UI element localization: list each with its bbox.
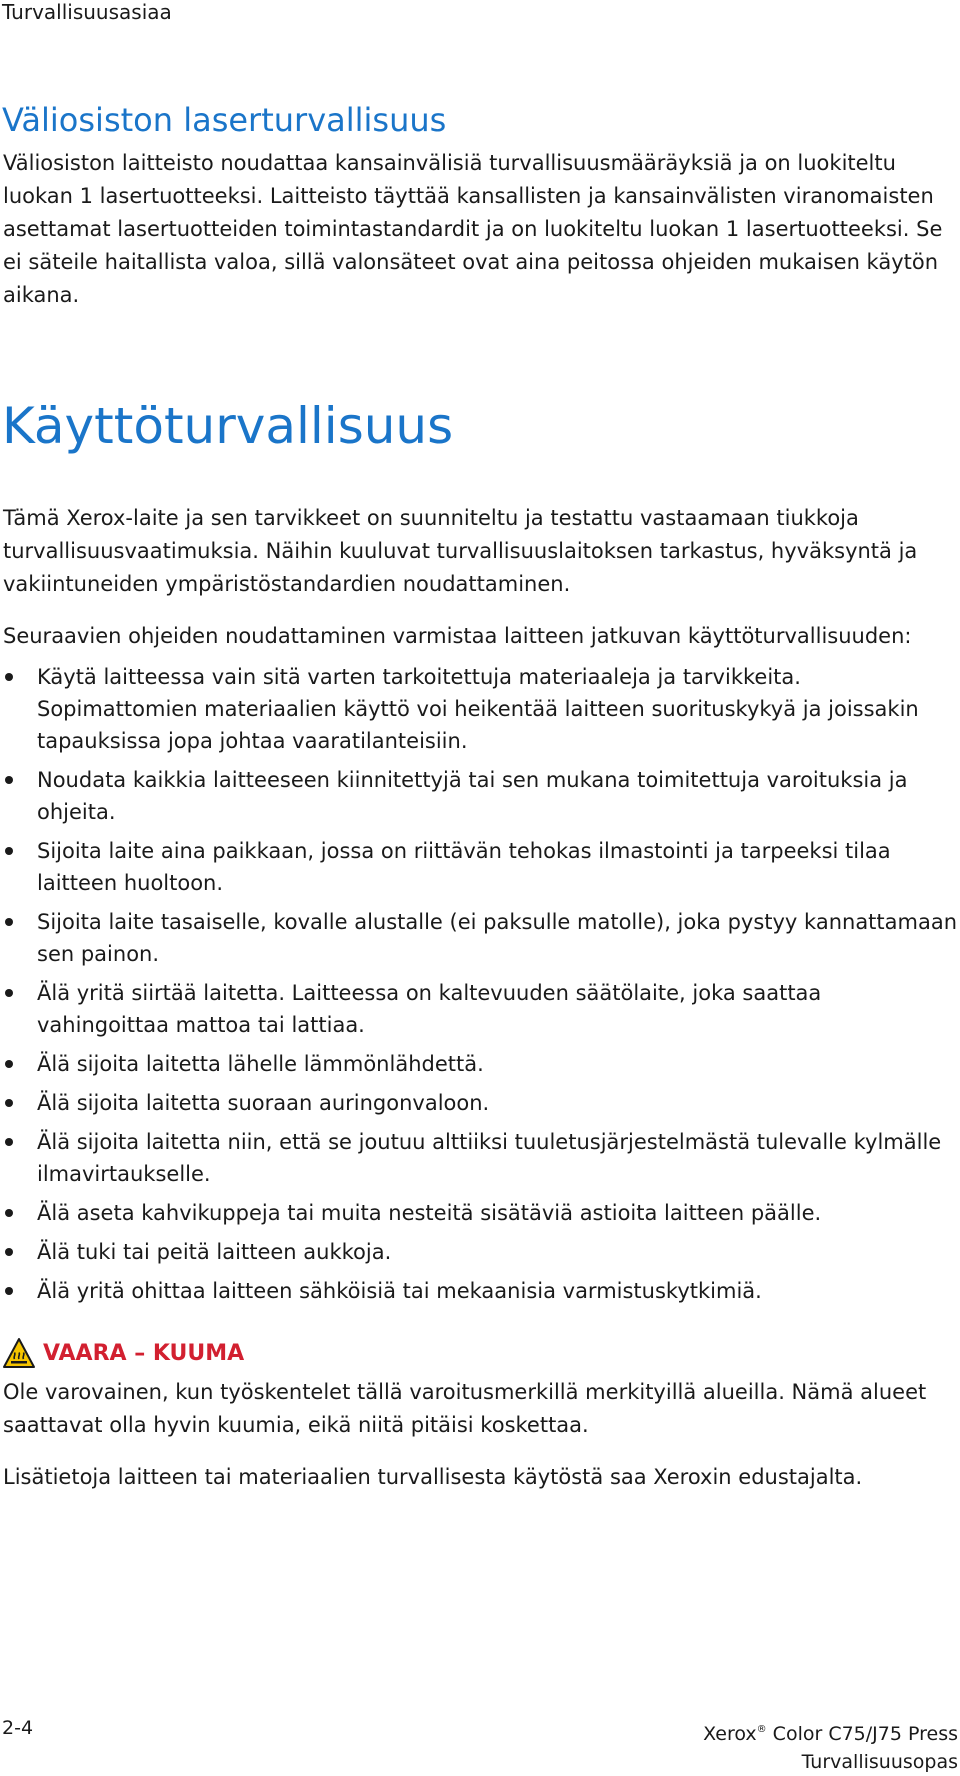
bullet-icon <box>5 1209 13 1217</box>
list-item: Älä sijoita laitetta niin, että se joutuu alttiiksi tuuletusjärjestelmästä tulevalle kylmälle ilmavirtaukselle. <box>3 1126 958 1190</box>
laser-safety-paragraph: Väliosiston laitteisto noudattaa kansainvälisiä turvallisuusmääräyksiä ja on luokiteltu luokan 1 lasertuotteeksi. Laitteisto täyttää kansallisten ja kansainvälisten viranomaisten asettamat lasertuotteiden toimintastandardit ja on luokiteltu luokan 1 lasertuotteeksi. Se ei säteile haitallista valoa, sillä valonsäteet ovat aina peitossa ohjeiden mukaisen käytön aikana. <box>3 151 943 307</box>
footer-product-line <box>703 1716 958 1748</box>
list-item: Sijoita laite tasaiselle, kovalle alustalle (ei paksulle matolle), joka pystyy kannattamaan sen painon. <box>3 906 958 970</box>
list-item: Älä yritä siirtää laitetta. Laitteessa on kaltevuuden säätölaite, joka saattaa vahingoittaa mattoa tai lattiaa. <box>3 977 958 1041</box>
operational-safety-heading: Käyttöturvallisuus <box>2 397 454 455</box>
list-item: Älä aseta kahvikuppeja tai muita nesteitä sisätäviä astioita laitteen päälle. <box>3 1197 958 1229</box>
list-item: Noudata kaikkia laitteeseen kiinnitettyjä tai sen mukana toimitettuja varoituksia ja ohjeita. <box>3 764 958 828</box>
operational-lead-paragraph: Seuraavien ohjeiden noudattaminen varmistaa laitteen jatkuvan käyttöturvallisuuden: <box>3 624 912 648</box>
bullet-icon <box>5 918 13 926</box>
operational-intro-paragraph: Tämä Xerox-laite ja sen tarvikkeet on suunniteltu ja testattu vastaamaan tiukkoja turvallisuusvaatimuksia. Näihin kuuluvat turvallisuuslaitoksen tarkastus, hyväksyntä ja vakiintuneiden ympäristöstandardien noudattaminen. <box>3 506 918 596</box>
bullet-icon <box>5 673 13 681</box>
hot-surface-warning-icon <box>2 1337 36 1369</box>
laser-safety-heading: Väliosiston laserturvallisuus <box>2 101 447 139</box>
list-item: Sijoita laite aina paikkaan, jossa on riittävän tehokas ilmastointi ja tarpeeksi tilaa laitteen huoltoon. <box>3 835 958 899</box>
running-header: Turvallisuusasiaa <box>2 0 172 24</box>
bullet-icon <box>5 989 13 997</box>
guide-title: Turvallisuusopas <box>801 1751 958 1773</box>
list-item: Älä tuki tai peitä laitteen aukkoja. <box>3 1236 958 1268</box>
bullet-icon <box>5 1060 13 1068</box>
page-number: 2-4 <box>2 1717 34 1739</box>
bullet-icon <box>5 847 13 855</box>
bullet-icon <box>5 1099 13 1107</box>
warning-title: VAARA – KUUMA <box>43 1340 245 1366</box>
list-item: Älä sijoita laitetta suoraan auringonvaloon. <box>3 1087 958 1119</box>
registered-mark: ® <box>756 1724 767 1735</box>
warning-paragraph: Ole varovainen, kun työskentelet tällä varoitusmerkillä merkityillä alueilla. Nämä alueet saattavat olla hyvin kuumia, eikä niitä pitäisi koskettaa. <box>3 1380 927 1437</box>
list-item: Käytä laitteessa vain sitä varten tarkoitettuja materiaaleja ja tarvikkeita. Sopimattomien materiaalien käyttö voi heikentää laitteen suorituskykyä ja joissakin tapauksissa jopa johtaa vaaratilanteisiin. <box>3 661 958 757</box>
bullet-icon <box>5 776 13 784</box>
bullet-icon <box>5 1138 13 1146</box>
closing-paragraph: Lisätietoja laitteen tai materiaalien turvallisesta käytöstä saa Xeroxin edustajalta. <box>3 1465 863 1489</box>
product-name: Color C75/J75 Press <box>766 1723 958 1745</box>
list-item: Älä sijoita laitetta lähelle lämmönlähdettä. <box>3 1048 958 1080</box>
list-item: Älä yritä ohittaa laitteen sähköisiä tai mekaanisia varmistuskytkimiä. <box>3 1275 958 1307</box>
bullet-icon <box>5 1287 13 1295</box>
hot-surface-warning <box>2 1335 244 1371</box>
footer-product-info <box>703 1716 958 1776</box>
safety-guidelines-list <box>3 661 958 1314</box>
brand-name: Xerox <box>703 1723 757 1745</box>
bullet-icon <box>5 1248 13 1256</box>
